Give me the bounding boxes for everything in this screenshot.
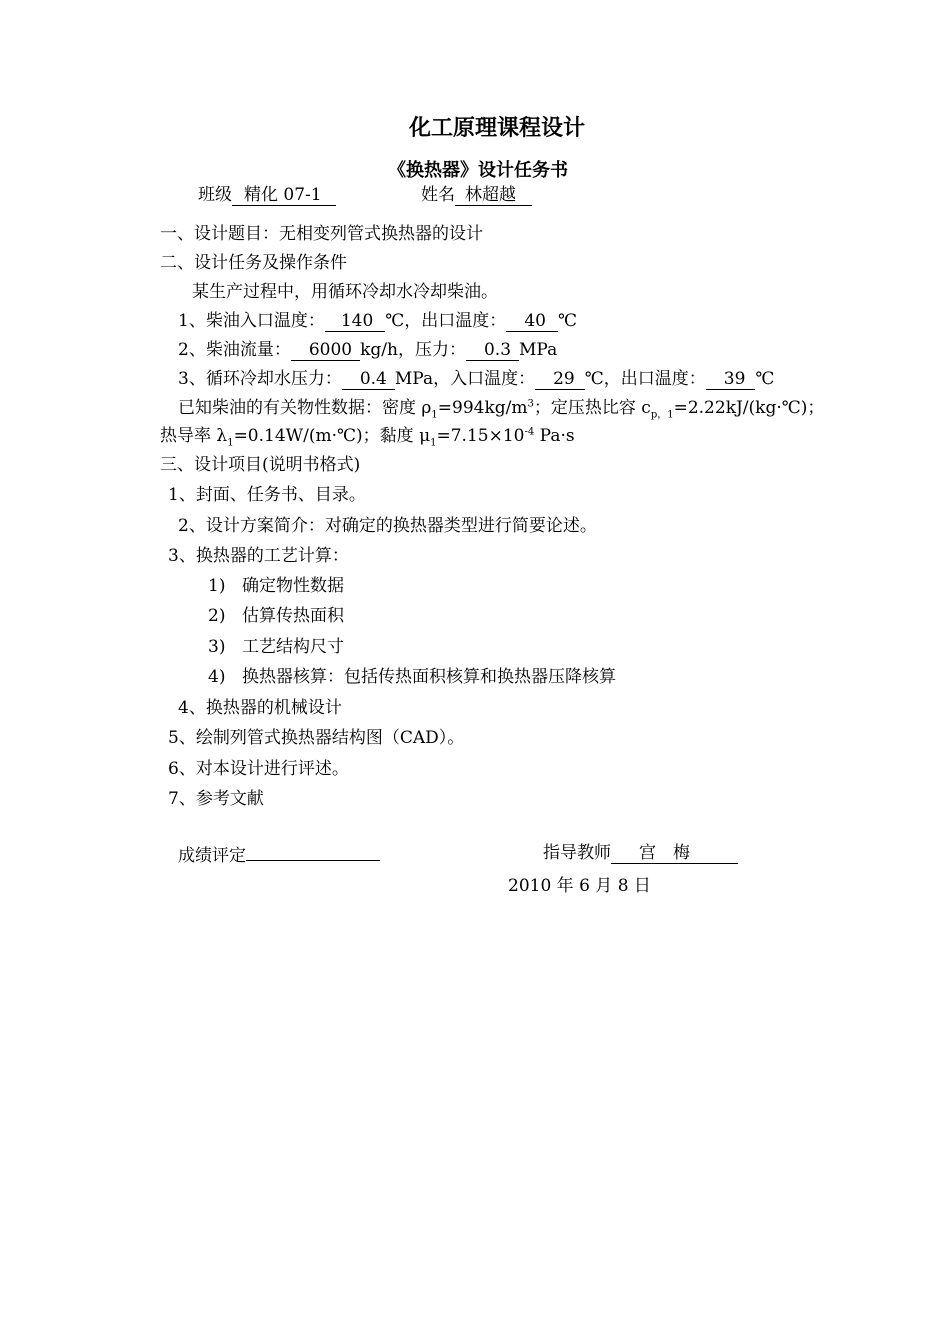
properties-line-1: 已知柴油的有关物性数据：密度 $\rho_1=994kg/m^3$；定压热比容 $c_{p,1}=2.22kJ/(kg\cdot℃)$； <box>178 398 825 421</box>
condition-3: 3、循环冷却水压力： 0.4 MPa，入口温度： 29 ℃，出口温度： 39 ℃ <box>178 369 775 389</box>
teacher-value: 宫 梅 <box>611 843 738 864</box>
grade-label: 成绩评定 <box>178 846 246 866</box>
sub-item-text: 确定物性数据 <box>242 576 344 596</box>
sub-item-text: 换热器核算：包括传热面积核算和换热器压降核算 <box>242 667 616 687</box>
diesel-pressure: 0.3 <box>466 340 519 361</box>
sub-item-number: 2) <box>208 606 226 626</box>
water-pressure: 0.4 <box>342 369 395 390</box>
section-2-heading: 二、设计任务及操作条件 <box>160 253 347 273</box>
name-label: 姓名 <box>421 185 456 205</box>
grade-line <box>178 842 380 867</box>
design-item-1: 1、封面、任务书、目录。 <box>168 485 366 505</box>
grade-blank <box>246 842 380 861</box>
diesel-outlet-temp: 40 <box>506 311 558 332</box>
document-title: 化工原理课程设计 <box>409 116 586 141</box>
sub-item-number: 1) <box>208 576 226 596</box>
sub-item-3 <box>208 636 344 658</box>
sub-item-1 <box>208 575 344 597</box>
properties-line-2: 热导率 $\lambda_1=0.14W/(m\cdot℃)$；黏度 $\mu_1=7.15\times 10^{-4}$ Pa·s <box>160 426 575 449</box>
document-date: 2010 年 6 月 8 日 <box>508 876 651 896</box>
design-item-3: 3、换热器的工艺计算： <box>168 546 349 566</box>
class-value: 精化 07-1 <box>232 185 336 206</box>
class-label: 班级 <box>198 185 232 205</box>
teacher-line <box>543 842 738 864</box>
condition-2: 2、柴油流量： 6000 kg/h，压力： 0.3 MPa <box>178 340 558 360</box>
section-3-heading: 三、设计项目(说明书格式) <box>160 455 361 475</box>
sub-item-2 <box>208 605 344 627</box>
design-item-5: 5、绘制列管式换热器结构图（CAD）。 <box>168 728 465 748</box>
design-item-6: 6、对本设计进行评述。 <box>168 759 349 779</box>
sub-item-4 <box>208 666 616 688</box>
sub-item-number: 3) <box>208 637 226 657</box>
diesel-inlet-temp: 140 <box>325 311 385 332</box>
teacher-label: 指导教师 <box>543 843 611 863</box>
document-subtitle: 《换热器》设计任务书 <box>388 160 568 181</box>
sub-item-number: 4) <box>208 667 226 687</box>
water-outlet-temp: 39 <box>706 369 756 390</box>
diesel-flow-rate: 6000 <box>291 340 360 361</box>
design-item-7: 7、参考文献 <box>168 789 264 809</box>
section-1-topic: 一、设计题目：无相变列管式换热器的设计 <box>160 224 483 244</box>
condition-1: 1、柴油入口温度： 140 ℃，出口温度： 40 ℃ <box>178 311 577 331</box>
water-inlet-temp: 29 <box>535 369 585 390</box>
name-value: 林超越 <box>455 185 532 206</box>
design-item-4: 4、换热器的机械设计 <box>178 698 342 718</box>
design-item-2: 2、设计方案简介：对确定的换热器类型进行简要论述。 <box>178 516 597 536</box>
sub-item-text: 工艺结构尺寸 <box>242 637 344 657</box>
student-info-line <box>198 184 532 206</box>
sub-item-text: 估算传热面积 <box>242 606 344 626</box>
section-2-intro: 某生产过程中，用循环冷却水冷却柴油。 <box>192 282 498 302</box>
